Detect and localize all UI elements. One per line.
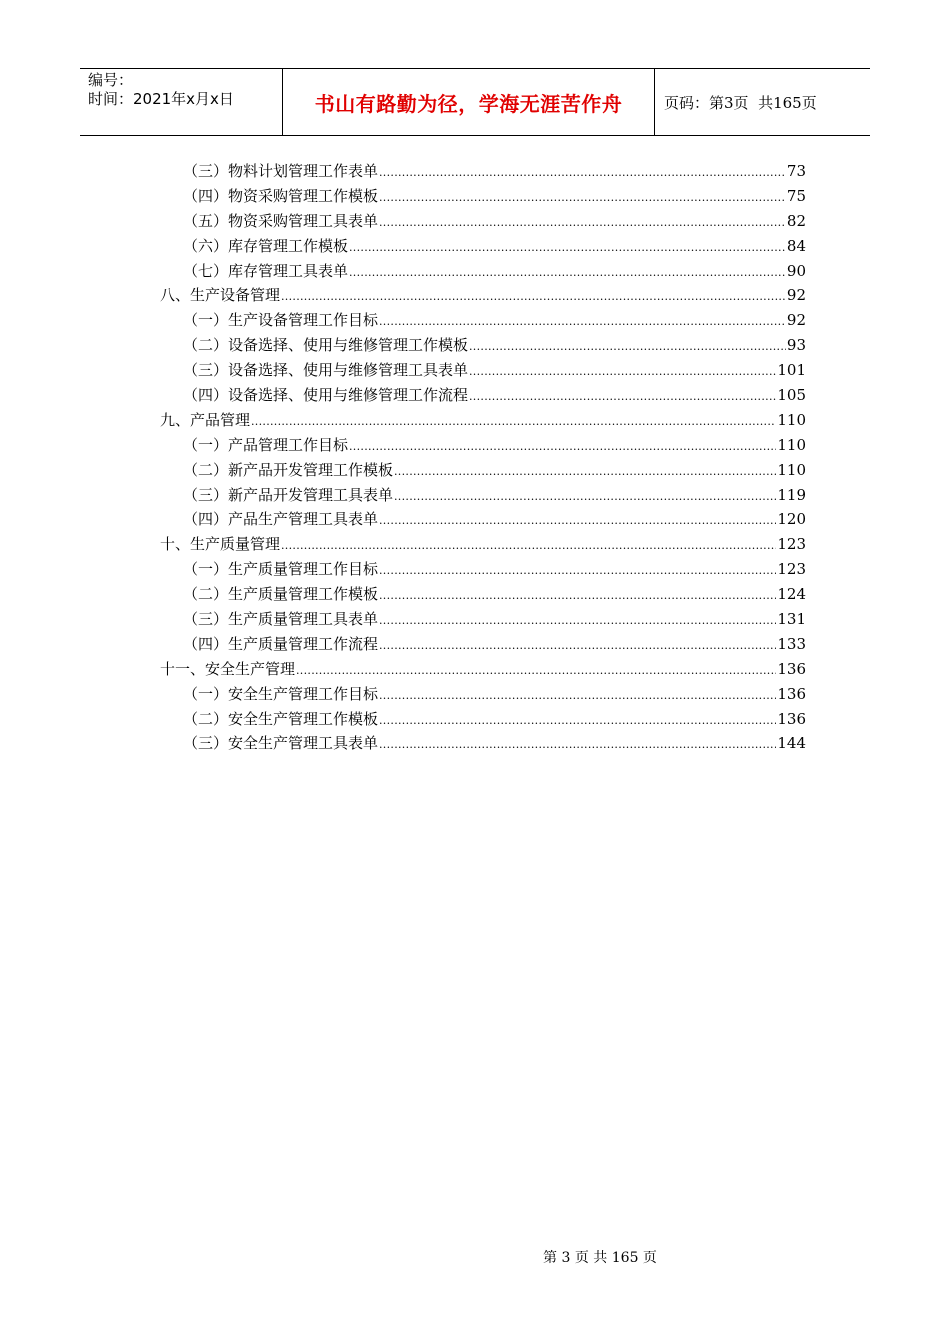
toc-leader-dots xyxy=(379,514,776,527)
toc-entry[interactable] xyxy=(160,508,806,533)
toc-entry-page: 75 xyxy=(786,186,806,205)
page-footer: 第 3 页 共 165 页 xyxy=(543,1250,657,1266)
toc-entry-title: （五）物资采购管理工具表单 xyxy=(183,211,379,230)
toc-entry-title: （七）库存管理工具表单 xyxy=(183,261,349,280)
toc-leader-dots xyxy=(469,340,786,353)
toc-entry-page: 110 xyxy=(777,410,806,429)
header-page-label: 页码：第3页 共165页 xyxy=(664,93,817,112)
toc-entry[interactable] xyxy=(160,558,806,583)
toc-entry-title: （四）产品生产管理工具表单 xyxy=(183,510,379,529)
table-of-contents xyxy=(160,160,806,757)
toc-entry[interactable] xyxy=(160,309,806,334)
toc-entry-title: 十一、安全生产管理 xyxy=(160,659,296,678)
toc-entry[interactable] xyxy=(160,533,806,558)
header-motto: 书山有路勤为径，学海无涯苦作舟 xyxy=(282,69,655,135)
toc-entry-page: 92 xyxy=(786,311,806,330)
toc-entry[interactable] xyxy=(160,633,806,658)
toc-leader-dots xyxy=(469,390,776,403)
toc-entry-title: （三）安全生产管理工具表单 xyxy=(183,734,379,753)
time-label: 时间：2021年x月x日 xyxy=(88,90,234,108)
toc-entry-page: 144 xyxy=(777,734,806,753)
toc-leader-dots xyxy=(281,290,786,303)
toc-entry-title: （一）安全生产管理工作目标 xyxy=(183,684,379,703)
toc-entry-page: 119 xyxy=(777,485,806,504)
toc-leader-dots xyxy=(379,216,786,229)
toc-entry-title: （一）生产质量管理工作目标 xyxy=(183,560,379,579)
toc-entry-page: 84 xyxy=(786,236,806,255)
toc-leader-dots xyxy=(379,315,786,328)
toc-entry-title: （四）物资采购管理工作模板 xyxy=(183,186,379,205)
toc-leader-dots xyxy=(379,614,776,627)
page-header xyxy=(80,68,870,136)
toc-leader-dots xyxy=(251,415,776,428)
toc-entry[interactable] xyxy=(160,434,806,459)
toc-entry-title: （三）设备选择、使用与维修管理工具表单 xyxy=(183,361,469,380)
toc-leader-dots xyxy=(394,490,776,503)
toc-leader-dots xyxy=(349,440,776,453)
toc-entry-title: （一）产品管理工作目标 xyxy=(183,435,349,454)
toc-leader-dots xyxy=(379,738,776,751)
toc-entry-title: （三）生产质量管理工具表单 xyxy=(183,610,379,629)
toc-entry-title: （六）库存管理工作模板 xyxy=(183,236,349,255)
toc-leader-dots xyxy=(296,664,776,677)
toc-leader-dots xyxy=(281,539,776,552)
toc-leader-dots xyxy=(349,266,786,279)
toc-entry-page: 136 xyxy=(777,659,806,678)
toc-entry[interactable] xyxy=(160,210,806,235)
toc-entry-page: 123 xyxy=(777,535,806,554)
toc-entry[interactable] xyxy=(160,608,806,633)
toc-entry-title: （三）物料计划管理工作表单 xyxy=(183,162,379,180)
toc-leader-dots xyxy=(469,365,776,378)
toc-leader-dots xyxy=(379,191,786,204)
toc-entry[interactable] xyxy=(160,235,806,260)
toc-leader-dots xyxy=(379,589,776,602)
header-meta xyxy=(80,69,282,135)
code-label: 编号： xyxy=(88,71,134,89)
toc-entry-title: （一）生产设备管理工作目标 xyxy=(183,311,379,330)
toc-entry-page: 133 xyxy=(777,634,806,653)
toc-entry[interactable] xyxy=(160,284,806,309)
toc-leader-dots xyxy=(379,714,776,727)
toc-entry[interactable] xyxy=(160,459,806,484)
toc-entry-page: 131 xyxy=(777,610,806,629)
toc-entry-page: 73 xyxy=(786,162,806,180)
toc-entry[interactable] xyxy=(160,160,806,185)
toc-leader-dots xyxy=(379,166,786,179)
toc-entry-page: 136 xyxy=(777,684,806,703)
toc-entry[interactable] xyxy=(160,359,806,384)
toc-entry-title: （三）新产品开发管理工具表单 xyxy=(183,485,394,504)
toc-entry[interactable] xyxy=(160,658,806,683)
toc-entry-page: 110 xyxy=(777,435,806,454)
toc-entry[interactable] xyxy=(160,583,806,608)
toc-entry[interactable] xyxy=(160,185,806,210)
toc-leader-dots xyxy=(379,564,776,577)
toc-entry-page: 82 xyxy=(786,211,806,230)
toc-entry-page: 120 xyxy=(777,510,806,529)
toc-entry-title: （二）安全生产管理工作模板 xyxy=(183,709,379,728)
toc-entry-page: 123 xyxy=(777,560,806,579)
toc-entry-page: 105 xyxy=(777,386,806,405)
toc-entry-title: （二）生产质量管理工作模板 xyxy=(183,585,379,604)
toc-entry[interactable] xyxy=(160,260,806,285)
toc-entry-title: （四）设备选择、使用与维修管理工作流程 xyxy=(183,386,469,405)
toc-entry[interactable] xyxy=(160,732,806,757)
toc-entry-page: 92 xyxy=(786,286,806,305)
toc-entry[interactable] xyxy=(160,708,806,733)
toc-entry-page: 93 xyxy=(786,336,806,355)
toc-entry-page: 136 xyxy=(777,709,806,728)
toc-leader-dots xyxy=(349,241,786,254)
toc-entry-page: 110 xyxy=(777,460,806,479)
toc-entry-title: 八、生产设备管理 xyxy=(160,286,281,305)
toc-entry-title: 十、生产质量管理 xyxy=(160,535,281,554)
toc-leader-dots xyxy=(379,689,776,702)
toc-entry-page: 90 xyxy=(786,261,806,280)
toc-entry-title: （二）新产品开发管理工作模板 xyxy=(183,460,394,479)
toc-entry-title: （四）生产质量管理工作流程 xyxy=(183,634,379,653)
toc-entry-title: 九、产品管理 xyxy=(160,410,251,429)
toc-entry[interactable] xyxy=(160,334,806,359)
toc-leader-dots xyxy=(379,639,776,652)
toc-entry-page: 124 xyxy=(777,585,806,604)
toc-entry[interactable] xyxy=(160,409,806,434)
toc-entry[interactable] xyxy=(160,384,806,409)
toc-entry-title: （二）设备选择、使用与维修管理工作模板 xyxy=(183,336,469,355)
toc-entry-page: 101 xyxy=(777,361,806,380)
toc-leader-dots xyxy=(394,465,776,478)
toc-entry[interactable] xyxy=(160,683,806,708)
toc-entry[interactable] xyxy=(160,484,806,509)
